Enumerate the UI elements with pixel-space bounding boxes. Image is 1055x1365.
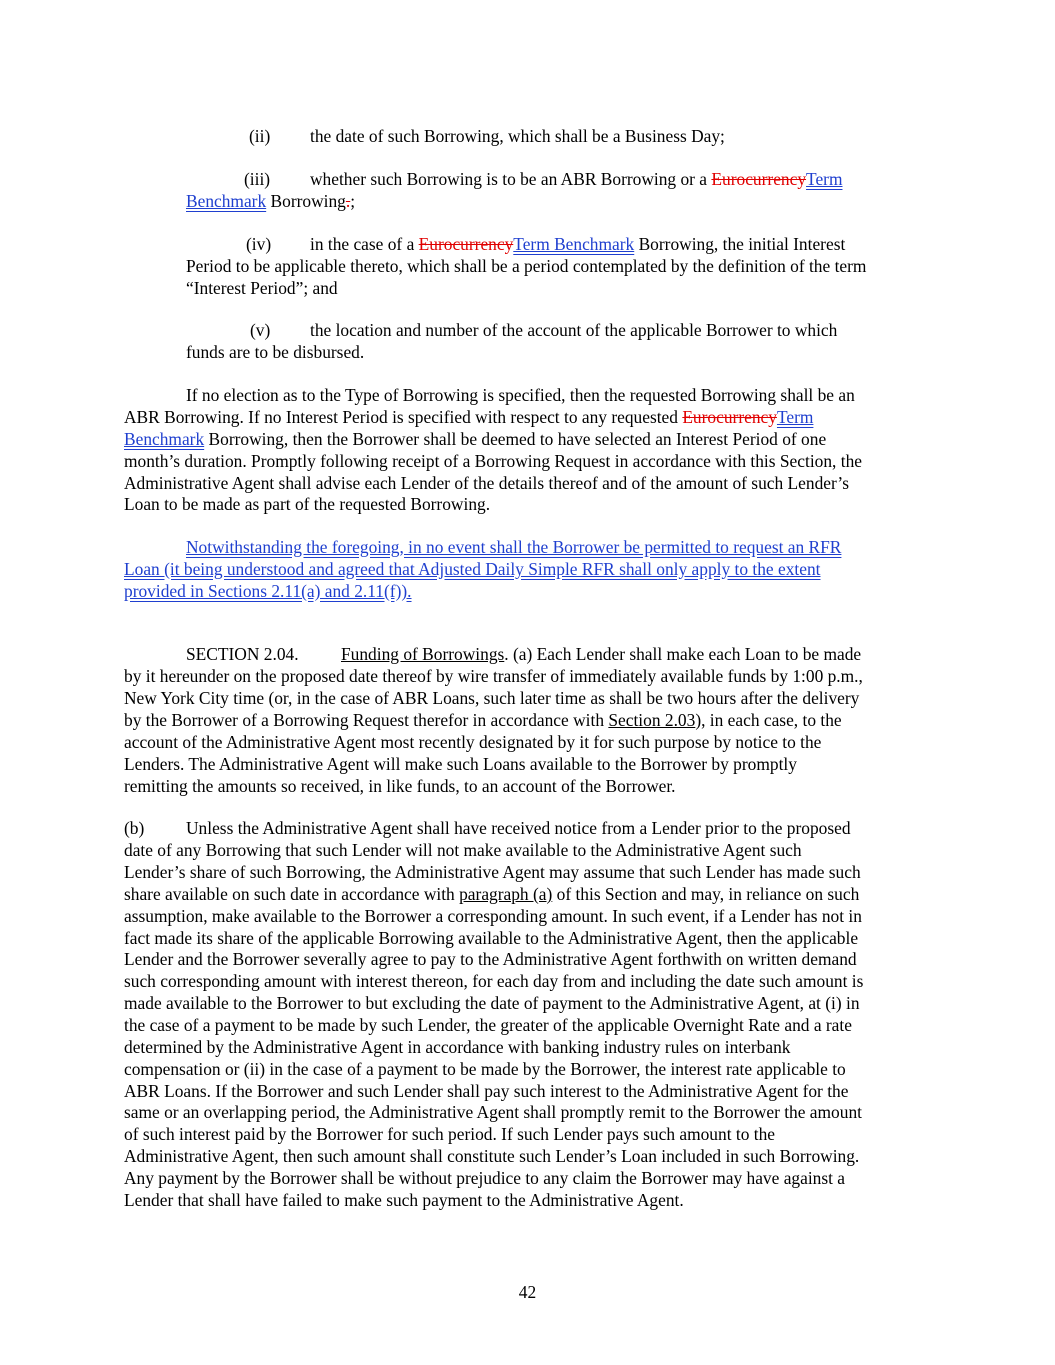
para2-line-1: Notwithstanding the foregoing, in no event shall the Borrower be permitted to request an RFR xyxy=(186,537,842,557)
para-b-line-12: compensation or (ii) in the case of a payment to be made by the Borrower, the interest rate applicable to xyxy=(124,1059,846,1079)
para-b-line-3: Lender’s share of such Borrowing, the Administrative Agent may assume that such Lender has made such xyxy=(124,862,861,882)
item-v-line-1: the location and number of the account of the applicable Borrower to which xyxy=(310,320,838,340)
para-b-line-15: of such interest paid by the Borrower for such period. If such Lender pays such amount to the xyxy=(124,1124,776,1144)
para-b-line-1: Unless the Administrative Agent shall have received notice from a Lender prior to the proposed xyxy=(186,818,851,838)
section-2-04-line-4: by the Borrower of a Borrowing Request therefor in accordance with Section 2.03), in each case, to the xyxy=(124,710,842,730)
inserted-text: Benchmark xyxy=(124,429,205,449)
deleted-text: Eurocurrency xyxy=(682,407,777,427)
section-title: Funding of Borrowings xyxy=(341,644,505,664)
para1-line-4: month’s duration. Promptly following receipt of a Borrowing Request in accordance with this Section, the xyxy=(124,451,862,471)
section-2-04-line-7: remitting the amounts so received, in like funds, to an account of the Borrower. xyxy=(124,776,676,796)
para-b-line-17: Any payment by the Borrower shall be without prejudice to any claim the Borrower may have against a xyxy=(124,1168,846,1188)
item-v-line-2: funds are to be disbursed. xyxy=(186,342,365,362)
page-number: 42 xyxy=(518,1282,537,1302)
para1-line-5: Administrative Agent shall advise each Lender of the details thereof and of the amount of such Lender’s xyxy=(124,473,850,493)
para1-line-3: Benchmark Borrowing, then the Borrower shall be deemed to have selected an Interest Period of one xyxy=(124,429,827,449)
para-b-line-6: fact made its share of the applicable Borrowing available to the Administrative Agent, then the applicable xyxy=(124,928,859,948)
inserted-text: Benchmark xyxy=(186,191,267,211)
para-b-line-5: assumption, make available to the Borrower a corresponding amount. In such event, if a Lender has not in xyxy=(124,906,862,926)
para-b-number: (b) xyxy=(124,818,145,838)
deleted-text: Eurocurrency xyxy=(418,234,514,254)
item-iii-number: (iii) xyxy=(244,169,271,189)
item-iii-line-1: whether such Borrowing is to be an ABR Borrowing or a EurocurrencyTerm xyxy=(310,169,843,189)
para1-line-6: Loan to be made as part of the requested Borrowing. xyxy=(124,494,491,514)
section-2-04-line-5: account of the Administrative Agent most recently designated by it for such purpose by notice to the xyxy=(124,732,822,752)
para1-line-1: If no election as to the Type of Borrowing is specified, then the requested Borrowing shall be an xyxy=(186,385,855,405)
para-b-line-2: date of any Borrowing that such Lender will not make available to the Administrative Agent such xyxy=(124,840,802,860)
section-2-04-line-1: Funding of Borrowings. (a) Each Lender shall make each Loan to be made xyxy=(341,644,862,664)
item-ii-text: the date of such Borrowing, which shall be a Business Day; xyxy=(310,126,725,146)
para1-line-2: ABR Borrowing. If no Interest Period is specified with respect to any requested EurocurrencyTerm xyxy=(124,407,814,427)
para-b-line-9: made available to the Borrower to but excluding the date of payment to the Administrative Agent, at (i) in xyxy=(124,993,860,1013)
para-b-line-11: determined by the Administrative Agent in accordance with banking industry rules on interbank xyxy=(124,1037,791,1057)
item-iv-number: (iv) xyxy=(246,234,272,254)
para2-line-2: Loan (it being understood and agreed that Adjusted Daily Simple RFR shall only apply to the extent xyxy=(124,559,821,579)
item-iii-line-2: Benchmark Borrowing.; xyxy=(186,191,356,211)
item-iv-line-3: “Interest Period”; and xyxy=(186,278,338,298)
paragraph-reference: paragraph (a) xyxy=(459,884,553,904)
para-b-line-14: same or an overlapping period, the Administrative Agent shall promptly remit to the Borrower the amount xyxy=(124,1102,862,1122)
item-iv-line-2: Period to be applicable thereto, which shall be a period contemplated by the definition of the term xyxy=(186,256,867,276)
item-v-number: (v) xyxy=(250,320,271,340)
inserted-text: Term Benchmark xyxy=(513,234,635,254)
para-b-line-13: ABR Loans. If the Borrower and such Lender shall pay such interest to the Administrative Agent for the xyxy=(124,1081,849,1101)
para2-line-3: provided in Sections 2.11(a) and 2.11(f)). xyxy=(124,581,412,601)
inserted-text: Term xyxy=(776,407,814,427)
para-b-line-10: the case of a payment to be made by such Lender, the greater of the applicable Overnight Rate and a rate xyxy=(124,1015,852,1035)
para-b-line-4: share available on such date in accordance with paragraph (a) of this Section and may, in reliance on such xyxy=(124,884,860,904)
inserted-text: Term xyxy=(806,169,843,189)
item-iv-line-1: in the case of a EurocurrencyTerm Benchmark Borrowing, the initial Interest xyxy=(310,234,846,254)
item-ii-number: (ii) xyxy=(249,126,271,146)
section-2-04-label: SECTION 2.04. xyxy=(186,644,299,664)
para-b-line-7: Lender and the Borrower severally agree to pay to the Administrative Agent forthwith on written demand xyxy=(124,949,857,969)
para-b-line-8: such corresponding amount with interest thereon, for each day from and including the date such amount is xyxy=(124,971,864,991)
section-2-04-line-3: New York City time (or, in the case of ABR Loans, such later time as shall be two hours after the delivery xyxy=(124,688,860,708)
deleted-text: Eurocurrency xyxy=(711,169,807,189)
para-b-line-18: Lender that shall have failed to make such payment to the Administrative Agent. xyxy=(124,1190,684,1210)
section-2-04-line-2: by it hereunder on the proposed date thereof by wire transfer of immediately available funds by 1:00 p.m., xyxy=(124,666,863,686)
section-2-04-line-6: Lenders. The Administrative Agent will make such Loans available to the Borrower by promptly xyxy=(124,754,797,774)
deleted-text: . xyxy=(345,191,351,211)
section-reference: Section 2.03 xyxy=(608,710,696,730)
para-b-line-16: Administrative Agent, then such amount shall constitute such Lender’s Loan included in such Borrowing. xyxy=(124,1146,860,1166)
